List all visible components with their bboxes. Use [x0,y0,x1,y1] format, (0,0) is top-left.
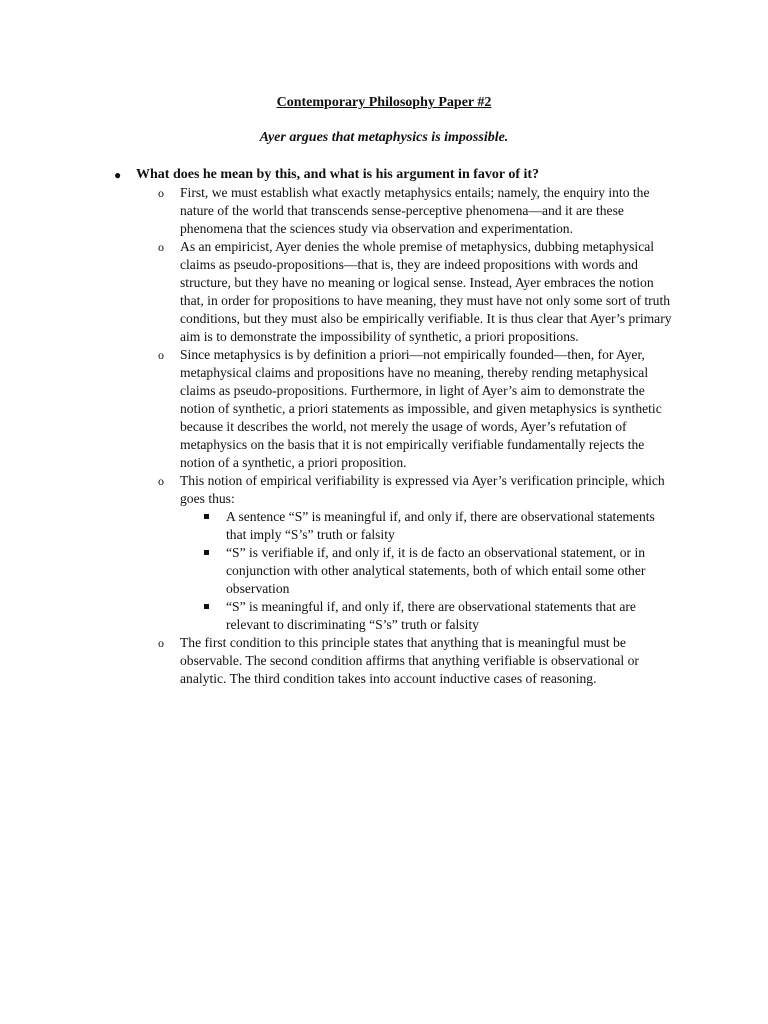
square-bullet-icon [204,604,209,609]
paper-subtitle: Ayer argues that metaphysics is impossible. [259,130,509,145]
condition-text: A sentence “S” is meaningful if, and only if, there are observational statements that imply “S’s” truth or falsity [226,509,655,542]
answer-list [0,184,674,688]
list-item [180,508,674,544]
list-item [0,346,674,472]
bullet-icon: ● [114,168,122,182]
list-item [180,598,674,634]
square-bullet-icon [204,550,209,555]
conditions-list [180,508,674,634]
condition-text: “S” is verifiable if, and only if, it is de facto an observational statement, or in conjunction with other analytical statements, both of which entail some other observation [226,545,646,596]
list-item [180,544,674,598]
point-text: First, we must establish what exactly metaphysics entails; namely, the enquiry into the nature of the world that transcends sense-perceptive phenomena—and it are these phenomena that the sciences study via observation and experimentation. [180,185,650,236]
point-text: As an empiricist, Ayer denies the whole premise of metaphysics, dubbing metaphysical claims as pseudo-propositions—that is, they are indeed propositions with words and structure, but they have no meaning or logical sense. Instead, Ayer embraces the notion that, in order for propositions to have meaning, they must have not only some sort of truth conditions, but they must also be empirically verifiable. It is thus clear that Ayer’s primary aim is to demonstrate the impossibility of synthetic, a priori propositions. [180,239,672,344]
list-item [0,184,674,238]
circle-bullet-icon: o [158,474,164,488]
list-item [0,472,674,634]
circle-bullet-icon: o [158,240,164,254]
paper-title: Contemporary Philosophy Paper #2 [276,95,492,110]
circle-bullet-icon: o [158,186,164,200]
question-text: What does he mean by this, and what is his argument in favor of it? [136,167,540,182]
circle-bullet-icon: o [158,348,164,362]
condition-text: “S” is meaningful if, and only if, there are observational statements that are relevant to discriminating “S’s” truth or falsity [226,599,636,632]
point-text: This notion of empirical verifiability is expressed via Ayer’s verification principle, which goes thus: [180,473,665,506]
circle-bullet-icon: o [158,636,164,650]
point-text: The first condition to this principle states that anything that is meaningful must be observable. The second condition affirms that anything verifiable is observational or analytic. The third condition takes into account inductive cases of reasoning. [180,635,639,686]
list-item [0,238,674,346]
point-text: Since metaphysics is by definition a priori—not empirically founded—then, for Ayer, metaphysical claims and propositions have no meaning, thereby rending metaphysical claims as pseudo-propositions. Furthermore, in light of Ayer’s aim to demonstrate the notion of synthetic, a priori statements as impossible, and given metaphysics is synthetic because it describes the world, not merely the usage of words, Ayer’s refutation of metaphysics on the basis that it is not empirically verifiable fundamentally rejects the notion of a synthetic, a priori proposition. [180,347,662,470]
square-bullet-icon [204,514,209,519]
list-item [0,634,674,688]
